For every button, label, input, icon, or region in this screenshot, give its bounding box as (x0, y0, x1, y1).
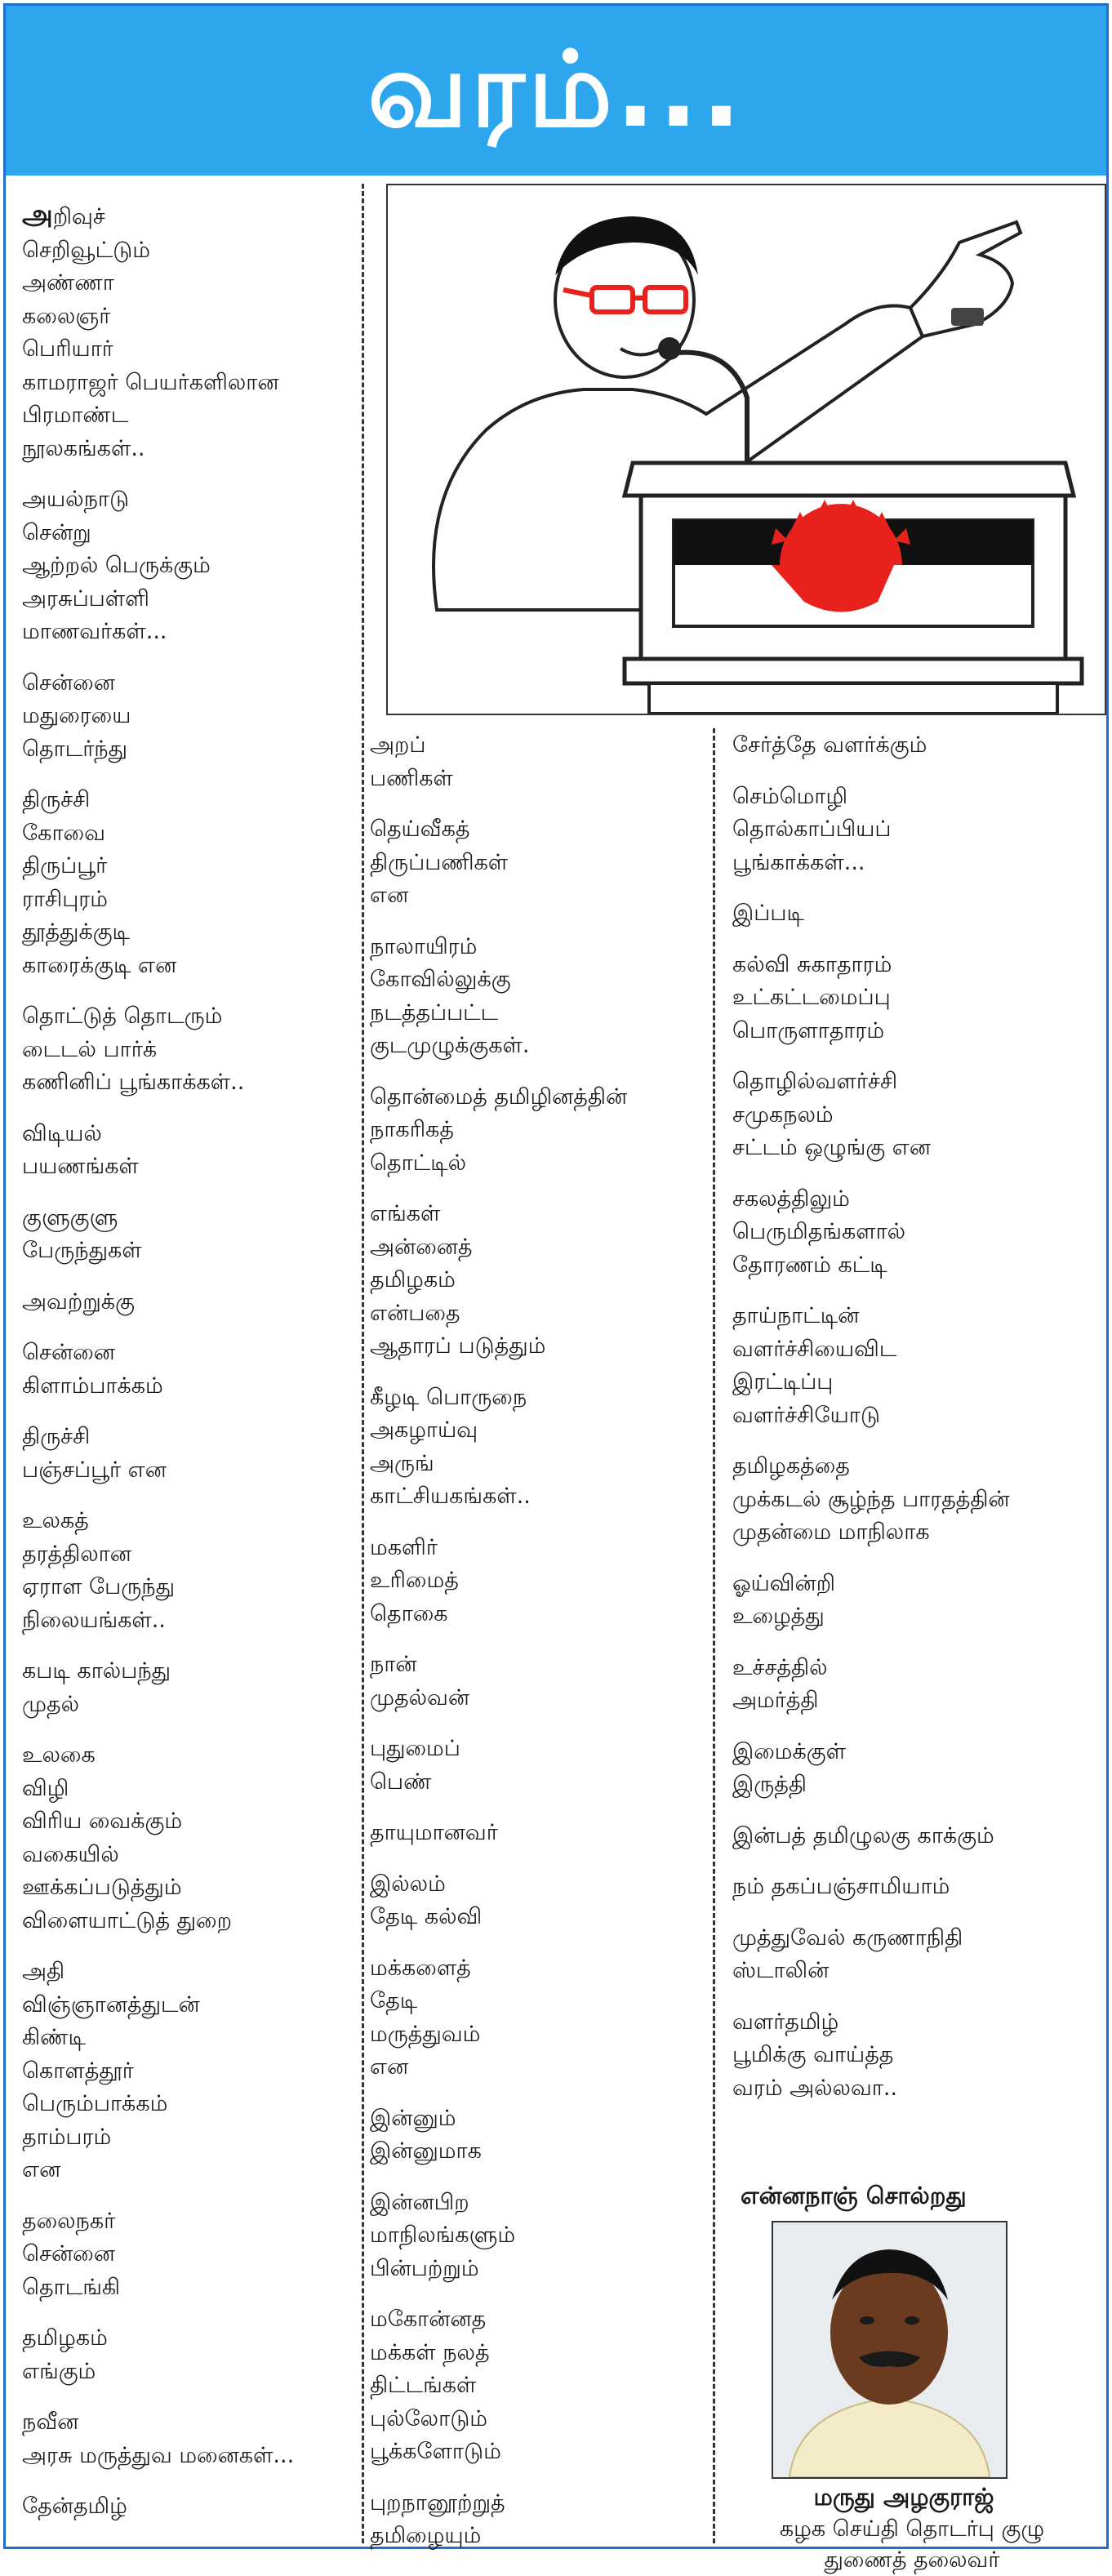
poem-stanza (22, 1739, 357, 1938)
poem-stanza (370, 931, 705, 1063)
poem-column-1 (22, 198, 357, 2542)
poem-line: மதுரையை (22, 703, 131, 728)
poem-stanza (22, 1505, 357, 1637)
poem-line: எங்கள் (370, 1201, 441, 1226)
poem-stanza (732, 2006, 1104, 2106)
poem-stanza (22, 1286, 357, 1319)
poem-line: இன்னுமாக (370, 2138, 482, 2164)
poem-line: முதல்வன் (370, 1684, 470, 1711)
poem-line: மக்களைத் (370, 1955, 471, 1981)
poem-stanza (22, 483, 357, 649)
poem-line: சென்னை (22, 1340, 115, 1365)
poem-line: அகழாய்வு (370, 1417, 478, 1443)
poem-stanza (732, 1450, 1104, 1550)
poem-stanza (370, 1733, 705, 1799)
poem-line: குளுகுளு (22, 1204, 118, 1230)
poem-stanza (732, 1300, 1104, 1432)
poem-line: குடமுழுக்குகள். (370, 1033, 530, 1058)
poem-line: சட்டம் ஒழுங்கு என (732, 1135, 932, 1160)
poem-line: அன்னைத் (370, 1234, 473, 1260)
poem-line: பொருளாதாரம் (732, 1017, 885, 1043)
poem-line: இன்னபிற (370, 2189, 469, 2215)
poem-line: பஞ்சப்பூர் என (22, 1457, 167, 1483)
poem-stanza (22, 198, 357, 465)
poem-line: தொடர்ந்து (22, 736, 128, 762)
poem-line: அரசு மருத்துவ மனைகள்... (22, 2442, 295, 2468)
poem-line: அரசுப்பள்ளி (22, 585, 149, 612)
poem-line: தொன்மைத் தமிழினத்தின் (370, 1083, 628, 1110)
poem-line: தமிழகத்தை (732, 1453, 850, 1479)
poem-stanza (370, 1648, 705, 1715)
poem-line: ஸ்டாலின் (732, 1958, 830, 1983)
poem-line: ஏராள பேருந்து (22, 1574, 176, 1599)
poem-line: வளர்ச்சியோடு (732, 1402, 880, 1428)
poem-stanza (732, 897, 1104, 931)
poem-line: பூமிக்கு வாய்த்த (732, 2042, 894, 2067)
poem-line: அறப் (370, 732, 426, 758)
poem-line: ஓய்வின்றி (732, 1570, 835, 1596)
poem-line: மருத்துவம் (370, 2021, 481, 2047)
poem-line: பெண் (370, 1768, 432, 1795)
article-page (3, 3, 1109, 2573)
poem-line: நவீன (22, 2409, 79, 2435)
poem-line: விழி (22, 1775, 69, 1801)
author-role-line-2: துணைத் தலைவர் (824, 2547, 1000, 2573)
poem-line: கிளாம்பாக்கம் (22, 1373, 163, 1399)
poem-line: புல்லோடும் (370, 2405, 488, 2431)
poem-line: மகோன்னத (370, 2307, 487, 2332)
poem-line: இருத்தி (732, 1772, 807, 1797)
poem-line: தோரணம் கட்டி (732, 1252, 887, 1278)
poem-line: விரிய வைக்கும் (22, 1809, 183, 1834)
poem-line: தேன்தமிழ் (22, 2494, 127, 2519)
poem-stanza (22, 2490, 357, 2524)
poem-line: தொகை (370, 1600, 448, 1626)
poem-line: தொட்டில் (370, 1150, 467, 1176)
poem-line: அண்ணா (22, 270, 114, 296)
poem-line: என (370, 2054, 409, 2080)
poem-line: வளர்ச்சியைவிட (732, 1336, 897, 1362)
poem-line: புதுமைப் (370, 1736, 460, 1761)
poem-line: சென்று (22, 519, 91, 545)
poem-line: கல்வி சுகாதாரம் (732, 951, 892, 977)
poem-line: நாலாயிரம் (370, 933, 478, 959)
poem-line: வளர்தமிழ் (732, 2009, 839, 2035)
poem-line: திருப்பூர் (22, 853, 108, 879)
poem-line: நிலையங்கள்.. (22, 1607, 166, 1633)
poem-line: விஞ்ஞானத்துடன் (22, 1991, 200, 2018)
poem-line: நம் தகப்பஞ்சாமியாம் (732, 1874, 950, 1899)
page-title: வரம்... (367, 29, 745, 151)
column-divider-left (362, 184, 364, 2543)
column-divider-right (713, 728, 715, 2543)
poem-line: இரட்டிப்பு (732, 1369, 834, 1395)
poem-line: அமர்த்தி (732, 1688, 819, 1713)
poem-stanza (22, 667, 357, 767)
poem-stanza (732, 1183, 1104, 1283)
poem-stanza (22, 1955, 357, 2187)
speaker-illustration (386, 184, 1106, 715)
poem-line: டைடல் பார்க் (22, 1036, 158, 1062)
poem-line: பயணங்கள் (22, 1154, 139, 1179)
poem-line: மகளிர் (370, 1534, 438, 1560)
poem-stanza (732, 1820, 1104, 1853)
poem-line: நாகரிகத் (370, 1117, 454, 1142)
author-role (724, 2514, 1100, 2576)
poem-line: காரைக்குடி என (22, 952, 177, 978)
poem-line: இல்லம் (370, 1871, 446, 1897)
poem-line: தலைநகர் (22, 2208, 116, 2234)
poem-line: தொடங்கி (22, 2274, 120, 2300)
poem-stanza (370, 729, 705, 795)
poem-line: காமராஜர் பெயர்களிலான (22, 369, 279, 395)
poem-stanza (732, 729, 1104, 763)
poem-line: தமிழையும் (370, 2523, 482, 2548)
poem-stanza (370, 1952, 705, 2084)
poem-line: சகலத்திலும் (732, 1186, 850, 1212)
poem-line: திருச்சி (22, 1424, 91, 1449)
poem-stanza (732, 1736, 1104, 1802)
poem-line: கபடி கால்பந்து (22, 1658, 171, 1684)
poem-line: உலகத் (22, 1508, 89, 1533)
poem-line: பூக்களோடும் (370, 2439, 501, 2464)
poem-line: கோவில்லுக்கு (370, 967, 511, 992)
poem-line: உச்சத்தில் (732, 1654, 828, 1680)
poem-line: சென்னை (22, 2241, 115, 2267)
poem-line: பணிகள் (370, 765, 453, 791)
poem-stanza (732, 949, 1104, 1048)
poem-line: மக்கள் நலத் (370, 2339, 490, 2365)
poem-line: தாயுமானவர் (370, 1820, 498, 1845)
poem-stanza (22, 1118, 357, 1184)
author-role-line-1: கழக செய்தி தொடர்பு குழு (779, 2516, 1045, 2542)
poem-line: உட்கட்டமைப்பு (732, 985, 891, 1010)
poem-line: நடத்தப்பட்ட (370, 999, 499, 1026)
poem-stanza (370, 1817, 705, 1850)
author-name: மருது அழகுராஜ் (813, 2483, 994, 2511)
poem-line: தொழில்வளர்ச்சி (732, 1069, 898, 1094)
poem-stanza (370, 2187, 705, 2286)
poem-line: தொட்டுத் தொடரும் (22, 1003, 223, 1029)
poem-stanza (732, 1066, 1104, 1165)
poem-line: பூங்காக்கள்... (732, 849, 865, 875)
poem-stanza (22, 2205, 357, 2305)
poem-stanza (22, 1421, 357, 1487)
poem-line: ராசிபுரம் (22, 886, 108, 912)
poem-column-3 (732, 729, 1104, 2123)
poem-line: தேடி கல்வி (370, 1904, 483, 1929)
poem-line: புறநானூற்றுத் (370, 2489, 505, 2516)
poem-line: காட்சியகங்கள்.. (370, 1484, 531, 1509)
poem-stanza (370, 1381, 705, 1514)
poem-line: தாம்பரம் (22, 2124, 112, 2150)
poem-line: பெரும்பாக்கம் (22, 2091, 168, 2116)
poem-line: நூலகங்கள்.. (22, 435, 145, 461)
poem-line: முத்துவேல் கருணாநிதி (732, 1924, 963, 1951)
poem-line: தெய்வீகத் (370, 816, 470, 842)
poem-line: அதி (22, 1959, 65, 1984)
poem-line: ஆற்றல் பெருக்கும் (22, 553, 211, 578)
poem-line: அறிவுச் (22, 198, 105, 231)
poem-line: என்பதை (370, 1300, 460, 1326)
poem-line: தமிழகம் (370, 1267, 456, 1292)
poem-line: இப்படி (732, 901, 804, 926)
poem-line: உழைத்து (732, 1604, 825, 1629)
poem-stanza (370, 1868, 705, 1934)
poem-line: தேடி (370, 1988, 418, 2013)
poem-line: முதன்மை மாநிலாக (732, 1519, 930, 1545)
poem-line: இன்னும் (370, 2105, 456, 2131)
poem-stanza (22, 2322, 357, 2388)
poem-line: செறிவூட்டும் (22, 237, 150, 263)
poem-line: விடியல் (22, 1120, 102, 1146)
poem-stanza (370, 2487, 705, 2553)
poem-line: அயல்நாடு (22, 487, 130, 512)
poem-line: வகையில் (22, 1841, 119, 1867)
poem-stanza (370, 1198, 705, 1364)
poem-line: பின்பற்றும் (370, 2255, 479, 2281)
poem-column-2 (370, 729, 705, 2571)
poem-line: என (370, 883, 409, 908)
poem-line: தூத்துக்குடி (22, 919, 131, 945)
poem-line: ஆதாரப் படுத்தும் (370, 1333, 546, 1359)
poem-stanza (370, 2102, 705, 2169)
poem-line: செம்மொழி (732, 783, 848, 809)
poem-stanza (22, 1655, 357, 1721)
poem-line: மாநிலங்களும் (370, 2222, 516, 2248)
poem-line: இமைக்குள் (732, 1738, 847, 1764)
poem-line: வரம் அல்லவா.. (732, 2075, 898, 2101)
poem-line: சேர்த்தே வளர்க்கும் (732, 732, 927, 758)
poem-line: நான் (370, 1652, 417, 1677)
poem-line: பேருந்துகள் (22, 1238, 142, 1263)
poem-line: சென்னை (22, 670, 115, 696)
author-portrait-image (773, 2222, 1006, 2477)
poem-stanza (732, 1922, 1104, 1988)
poem-line: தாய்நாட்டின் (732, 1303, 860, 1328)
poem-line: கோவை (22, 820, 105, 846)
poem-line: மாணவர்கள்... (22, 619, 167, 644)
poem-line: திருப்பணிகள் (370, 849, 509, 875)
poem-line: எங்கும் (22, 2358, 96, 2384)
poem-line: அருங் (370, 1450, 434, 1476)
poem-line: பிரமாண்ட (22, 403, 129, 428)
byline: என்னநாஞ் சொல்றது (741, 2182, 967, 2209)
poem-line: பெருமிதங்களால் (732, 1219, 906, 1244)
poem-line: தரத்திலான (22, 1541, 131, 1567)
poem-line: தொல்காப்பியப் (732, 816, 892, 842)
poem-stanza (22, 1000, 357, 1100)
poem-line: ஊக்கப்படுத்தும் (22, 1875, 182, 1900)
poem-line: இன்பத் தமிழுலகு காக்கும் (732, 1822, 994, 1849)
poem-line: உரிமைத் (370, 1568, 459, 1593)
poem-line: திருச்சி (22, 787, 91, 812)
poem-stanza (22, 1202, 357, 1268)
poem-line: அவற்றுக்கு (22, 1288, 135, 1315)
poem-line: சமுகநலம் (732, 1101, 834, 1128)
poem-stanza (22, 2406, 357, 2472)
title-banner (6, 6, 1106, 176)
poem-line: கிண்டி (22, 2025, 86, 2050)
poem-line: உலகை (22, 1742, 96, 1768)
poem-line: விளையாட்டுத் துறை (22, 1907, 232, 1933)
poem-line: திட்டங்கள் (370, 2373, 477, 2398)
poem-line: என (22, 2157, 61, 2182)
poem-stanza (732, 1871, 1104, 1904)
poem-stanza (732, 781, 1104, 880)
author-photo (772, 2221, 1007, 2479)
poem-stanza (732, 1652, 1104, 1718)
poem-stanza (370, 1081, 705, 1181)
poem-line: கீழடி பொருநை (370, 1384, 527, 1410)
poem-stanza (22, 1337, 357, 1403)
poem-stanza (370, 813, 705, 913)
poem-line: கலைஞர் (22, 303, 111, 329)
poem-stanza (370, 1532, 705, 1631)
poem-stanza (370, 2303, 705, 2469)
poem-line: முதல் (22, 1691, 79, 1717)
poem-line: பெரியார் (22, 336, 113, 362)
poem-stanza (22, 784, 357, 982)
poem-line: கணினிப் பூங்காக்கள்.. (22, 1070, 245, 1095)
speaker-at-podium-illustration (388, 185, 1105, 714)
poem-stanza (732, 1568, 1104, 1634)
poem-line: தமிழகம் (22, 2325, 108, 2351)
poem-line: முக்கடல் சூழ்ந்த பாரதத்தின் (732, 1486, 1010, 1512)
poem-line: கொளத்தூர் (22, 2058, 134, 2084)
